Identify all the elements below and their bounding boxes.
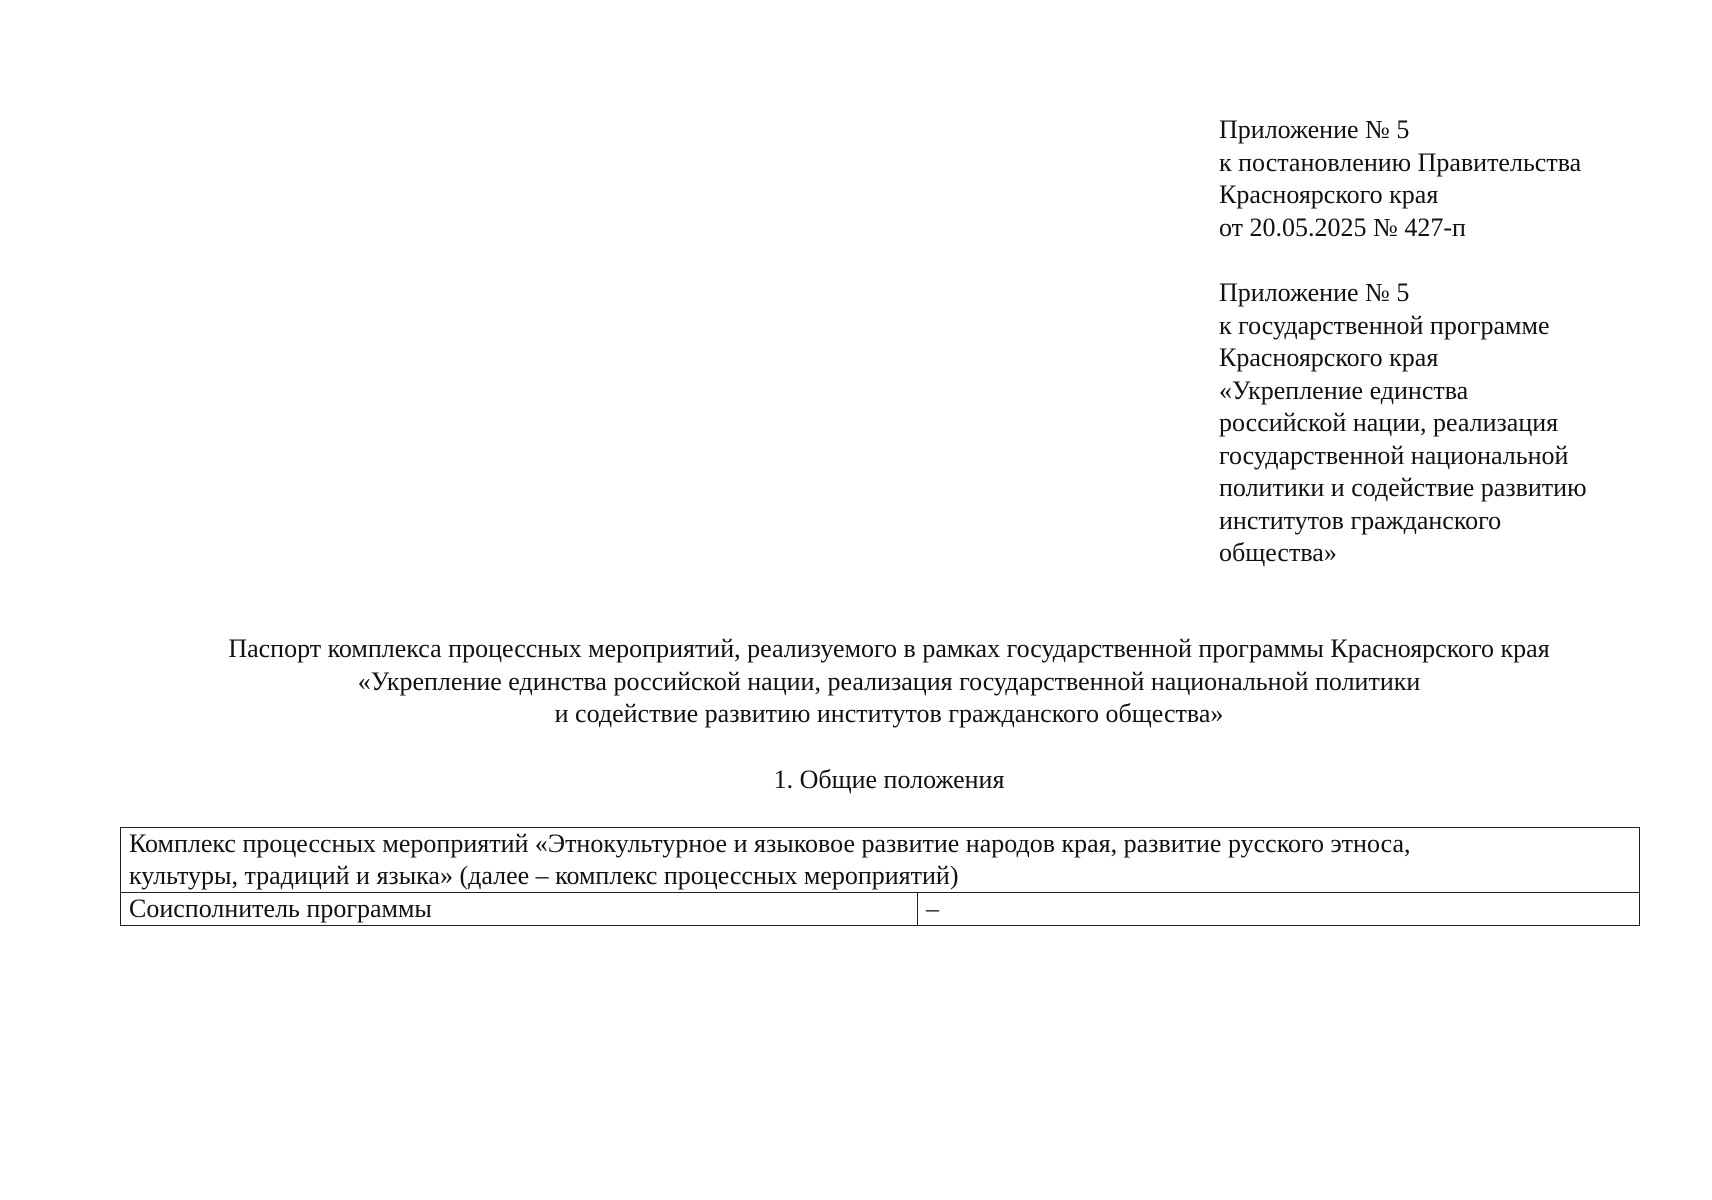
document-title-line: и содействие развитию институтов гражданского общества» — [554, 699, 1224, 728]
appendix-program-line: Красноярского края — [1219, 343, 1439, 372]
appendix-program-line: политики и содействие развитию — [1219, 473, 1587, 502]
appendix-program-block — [1219, 277, 1679, 570]
appendix-decree-line: Приложение № 5 — [1219, 115, 1410, 144]
appendix-program-line: Приложение № 5 — [1219, 278, 1410, 307]
appendix-program-line: «Укрепление единства — [1219, 375, 1469, 405]
appendix-program-line: к государственной программе — [1219, 310, 1550, 340]
table-row — [121, 828, 1640, 893]
section-heading: 1. Общие положения — [773, 765, 1005, 794]
document-title-line: Паспорт комплекса процессных мероприятий, реализуемого в рамках государственной программы Красноярского края — [228, 634, 1550, 663]
document-title-line: «Укрепление единства российской нации, реализация государственной национальной политики — [357, 666, 1421, 696]
table-row — [121, 893, 1640, 926]
appendix-decree-block — [1219, 114, 1679, 244]
co-executor-value-cell: – — [918, 893, 1640, 926]
appendix-program-line: институтов гражданского — [1219, 505, 1502, 535]
general-provisions-table — [120, 827, 1640, 926]
appendix-program-line: российской нации, реализация — [1219, 408, 1559, 437]
complex-name-line: культуры, традиций и языка» (далее – комплекс процессных мероприятий) — [129, 861, 959, 890]
appendix-decree-line: к постановлению Правительства — [1219, 147, 1582, 177]
appendix-decree-line: Красноярского края — [1219, 180, 1439, 209]
appendix-decree-line: от 20.05.2025 № 427-п — [1219, 212, 1466, 242]
appendix-program-line: государственной национальной — [1219, 440, 1569, 470]
co-executor-label-cell: Соисполнитель программы — [121, 893, 918, 926]
complex-name-cell — [121, 828, 1640, 893]
document-title — [0, 633, 1712, 731]
complex-name-line: Комплекс процессных мероприятий «Этнокультурное и языковое развитие народов края, развитие русского этноса, — [129, 829, 1411, 858]
appendix-program-line: общества» — [1219, 538, 1337, 567]
